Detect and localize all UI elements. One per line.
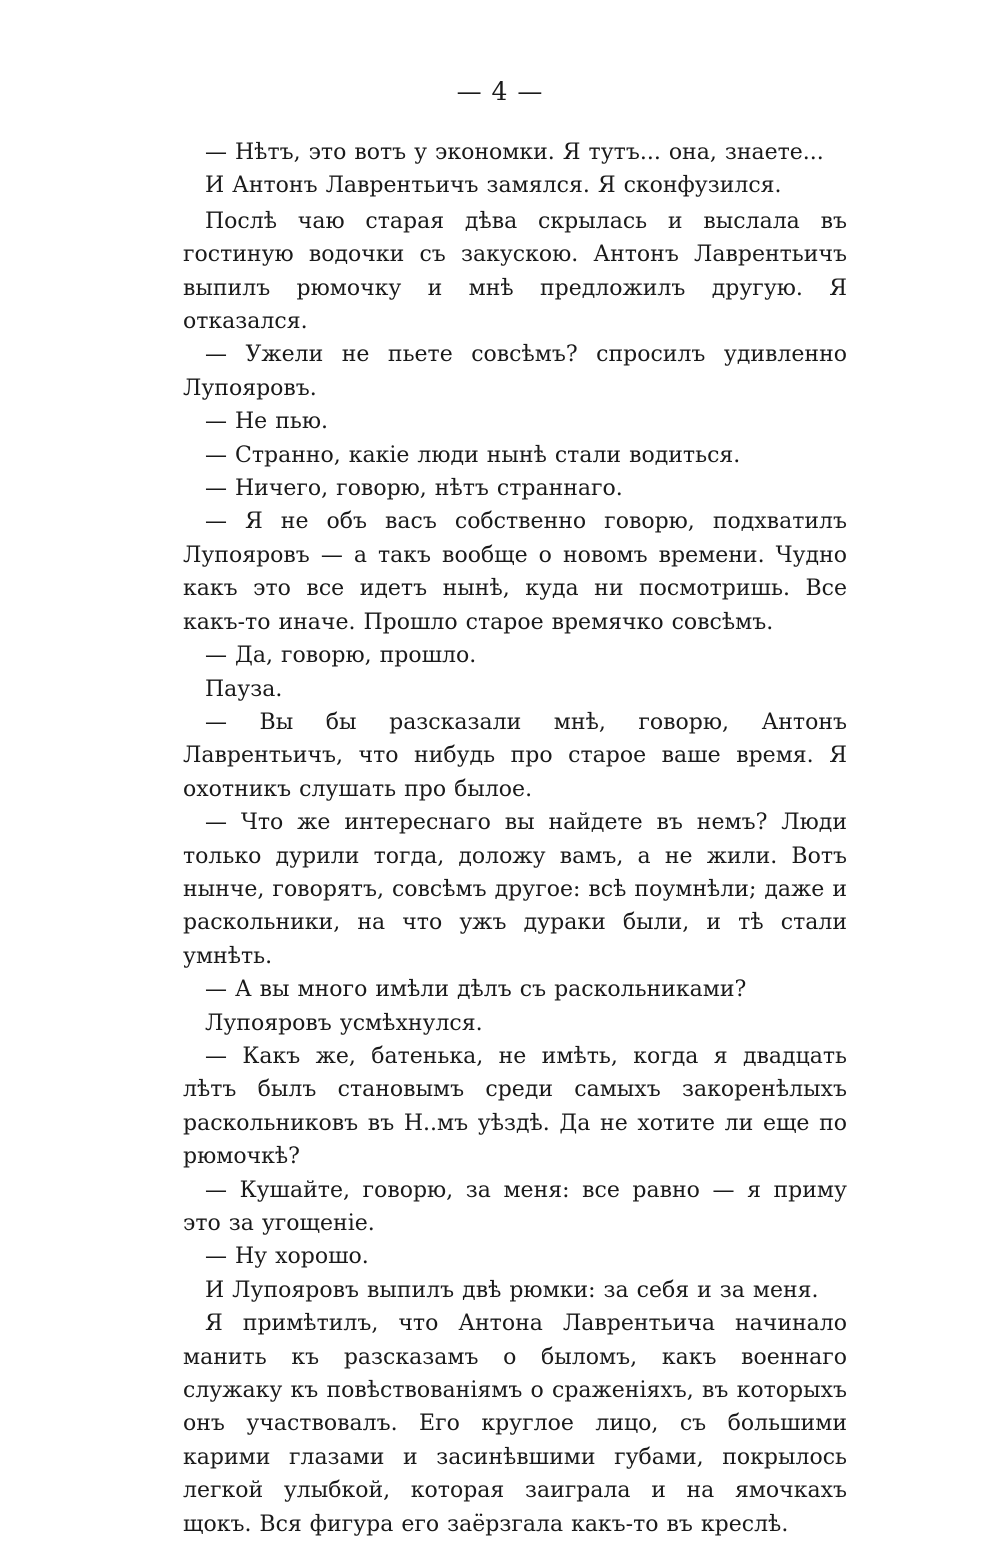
paragraph: — Странно, какіе люди нынѣ стали водиться. <box>205 442 741 468</box>
paragraph: — Ну хорошо. <box>205 1244 369 1270</box>
page-number: — 4 — <box>456 77 544 106</box>
paragraph: — Да, говорю, прошло. <box>205 643 477 669</box>
paragraph: — Что же интереснаго вы найдете въ немъ? Люди только дурили тогда, доложу вамъ, а не жили. Вотъ нынче, говорятъ, совсѣмъ другое: всѣ поумнѣли; даже и раскольники, на что ужъ дураки были, и тѣ стали умнѣть. <box>183 810 847 969</box>
paragraph: — Нѣтъ, это вотъ у экономки. Я тутъ... она, знаете... <box>205 140 824 165</box>
paragraph: — Какъ же, батенька, не имѣть, когда я двадцать лѣтъ былъ становымъ среди самыхъ закоренѣлыхъ раскольниковъ въ Н..мъ уѣздѣ. Да не хотите ли еще по рюмочкѣ? <box>183 1043 847 1170</box>
paragraph: И Лупояровъ выпилъ двѣ рюмки: за себя и за меня. <box>205 1277 819 1303</box>
paragraph: — Не пью. <box>205 409 328 435</box>
paragraph: Пауза. <box>205 676 283 702</box>
paragraph: — Ничего, говорю, нѣтъ страннаго. <box>205 476 623 502</box>
paragraph: Лупояровъ усмѣхнулся. <box>205 1010 483 1036</box>
paragraph: — Вы бы разсказали мнѣ, говорю, Антонъ Лаврентьичъ, что нибудь про старое ваше время. Я охотникъ слушать про былое. <box>183 709 847 802</box>
paragraph: — А вы много имѣли дѣлъ съ раскольниками? <box>205 977 747 1003</box>
paragraph: — Кушайте, говорю, за меня: все равно — я приму это за угощеніе. <box>183 1177 847 1236</box>
paragraph: И Антонъ Лаврентьичъ замялся. Я сконфузился. <box>205 173 782 199</box>
page-body <box>183 136 847 1541</box>
paragraph: — Ужели не пьете совсѣмъ? спросилъ удивленно Лупояровъ. <box>183 342 847 401</box>
paragraph: Я примѣтилъ, что Антона Лаврентьича начинало манить къ разсказамъ о быломъ, какъ военнаго служаку къ повѣствованіямъ о сраженіяхъ, въ которыхъ онъ участвовалъ. Его круглое лицо, съ большими карими глазами и засинѣвшими губами, покрылось легкой улыбкой, которая заиграла и на ямочкахъ щокъ. Вся фигура его заёрзгала какъ-то въ креслѣ. <box>183 1311 847 1537</box>
paragraph: Послѣ чаю старая дѣва скрылась и выслала въ гостиную водочки съ закускою. Антонъ Лаврентьичъ выпилъ рюмочку и мнѣ предложилъ другую. Я отказался. <box>183 208 847 335</box>
paragraph: — Я не объ васъ собственно говорю, подхватилъ Лупояровъ — а такъ вообще о новомъ времени. Чудно какъ это все идетъ нынѣ, куда ни посмотришь. Все какъ-то иначе. Прошло старое времячко совсѣмъ. <box>183 509 847 635</box>
